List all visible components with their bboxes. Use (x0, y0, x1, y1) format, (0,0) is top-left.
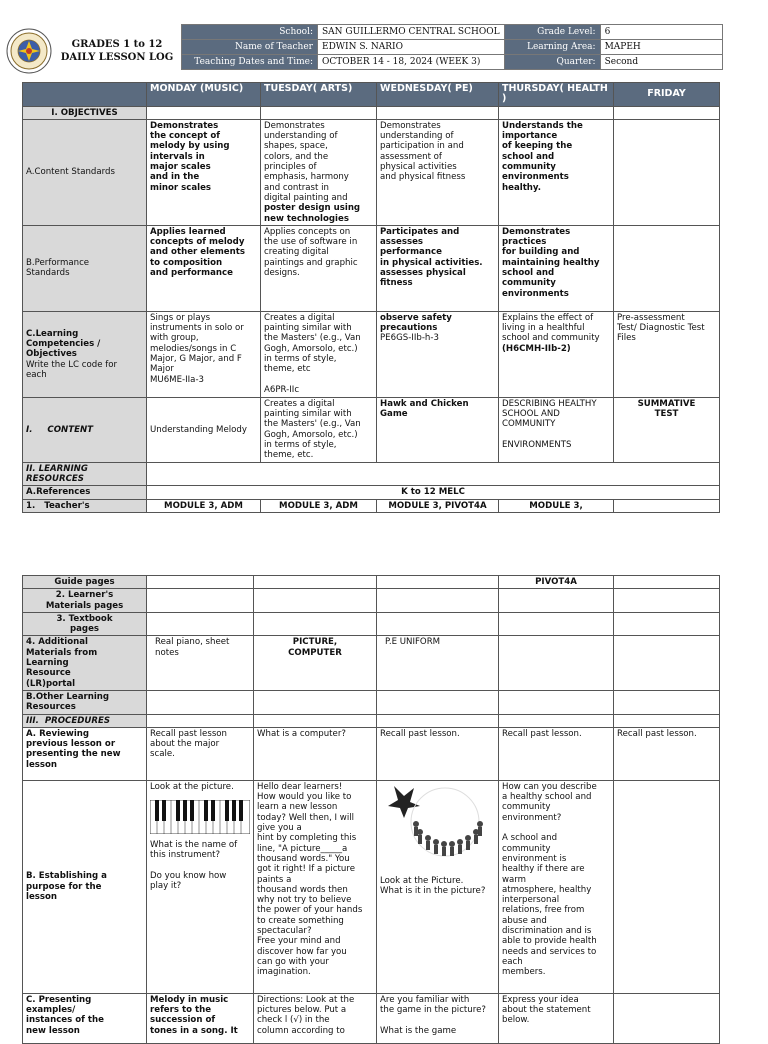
quarter-label: Quarter: (504, 55, 600, 70)
competencies-wednesday-title: observe safety precautions (380, 312, 452, 334)
competencies-label (23, 311, 147, 397)
lesson-log-table-bottom (22, 575, 720, 1044)
grade-label: Grade Level: (504, 25, 600, 40)
competencies-tuesday: Creates a digital painting similar with the Masters' (e.g., Van Gogh, Amorsolo, etc.) in terms of style, theme, etc A6PR-IIc (261, 311, 377, 397)
establishing-thursday: How can you describe a healthy school and community environment? A school and community environment is healthy if there are warm atmosphere, healthy interpersonal relations, free from abuse and discrimination and is able to provide health needs and services to each members. (499, 780, 614, 993)
presenting-thursday: Express your idea about the statement below. (499, 993, 614, 1043)
day-header-wednesday: WEDNESDAY( PE) (377, 83, 499, 107)
learning-resources-heading: II. LEARNING RESOURCES (23, 462, 147, 486)
additional-materials-monday: Real piano, sheet notes (147, 636, 254, 690)
competencies-friday: Pre-assessment Test/ Diagnostic Test Files (614, 311, 720, 397)
dates-label: Teaching Dates and Time: (182, 55, 318, 70)
area-value: MAPEH (600, 40, 722, 55)
performance-standards-monday: Applies learned concepts of melody and other elements to composition and performance (147, 225, 261, 311)
teachers-guide-monday: MODULE 3, ADM (147, 499, 261, 512)
content-friday: SUMMATIVE TEST (614, 397, 720, 462)
teacher-label: Name of Teacher (182, 40, 318, 55)
reviewing-wednesday: Recall past lesson. (377, 727, 499, 780)
reviewing-thursday: Recall past lesson. (499, 727, 614, 780)
establishing-wednesday-text: Look at the Picture. What is it in the picture? (380, 875, 486, 897)
header-meta-table (181, 24, 723, 70)
competencies-thursday-code: (H6CMH-IIb-2) (502, 343, 571, 354)
teachers-guide-tuesday: MODULE 3, ADM (261, 499, 377, 512)
reviewing-label: A. Reviewing previous lesson or presenting the new lesson (23, 727, 147, 780)
content-standards-thursday: Understands the importance of keeping the school and community environments healthy. (499, 119, 614, 225)
reviewing-monday: Recall past lesson about the major scale. (147, 727, 254, 780)
day-header-friday: FRIDAY (614, 83, 720, 107)
competencies-thursday-text: Explains the effect of living in a healthful school and community (502, 312, 600, 344)
procedures-heading: III. PROCEDURES (23, 714, 147, 727)
teachers-guide-thursday: MODULE 3, (499, 499, 614, 512)
establishing-label: B. Establishing a purpose for the lesson (23, 780, 147, 993)
piano-keyboard-image (150, 800, 250, 834)
day-header-tuesday: TUESDAY( ARTS) (261, 83, 377, 107)
school-value: SAN GUILLERMO CENTRAL SCHOOL (318, 25, 505, 40)
day-header-monday: MONDAY (MUSIC) (147, 83, 261, 107)
content-label: I. CONTENT (23, 397, 147, 462)
dates-value: OCTOBER 14 - 18, 2024 (WEEK 3) (318, 55, 505, 70)
content-monday: Understanding Melody (147, 397, 261, 462)
establishing-tuesday: Hello dear learners! How would you like to learn a new lesson today? Well then, I will give you a hint by completing this line, "A picture_____a thousand words." You got it right! If a picture paints a thousand words then why not try to believe the power of your hands to create something spectacular? Free your mind and discover how far you can go with your imagination. (254, 780, 377, 993)
content-thursday: DESCRIBING HEALTHY SCHOOL AND COMMUNITY ENVIRONMENTS (499, 397, 614, 462)
presenting-tuesday: Directions: Look at the pictures below. Put a check l (√) in the column according to (254, 993, 377, 1043)
document-title (54, 38, 180, 64)
presenting-wednesday: Are you familiar with the game in the picture? What is the game (377, 993, 499, 1043)
quarter-value: Second (600, 55, 722, 70)
competencies-title: C.Learning Competencies / Objectives (26, 328, 101, 360)
content-standards-friday (614, 119, 720, 225)
content-standards-label: A.Content Standards (23, 119, 147, 225)
objectives-heading: I. OBJECTIVES (23, 106, 147, 119)
content-standards-tuesday (261, 119, 377, 225)
additional-materials-label: 4. Additional Materials from Learning Resource (LR)portal (23, 636, 147, 690)
grade-value: 6 (600, 25, 722, 40)
presenting-monday: Melody in music refers to the succession of tones in a song. It (147, 993, 254, 1043)
deped-seal-icon (6, 28, 52, 74)
content-wednesday: Hawk and Chicken Game (377, 397, 499, 462)
performance-standards-label: B.Performance Standards (23, 225, 147, 311)
content-standards-tuesday-text: Demonstrates understanding of shapes, space, colors, and the principles of emphasis, harmony and contrast in digital painting and (264, 120, 349, 203)
performance-standards-friday (614, 225, 720, 311)
presenting-label: C. Presenting examples/ instances of the new lesson (23, 993, 147, 1043)
performance-standards-thursday: Demonstrates practices for building and maintaining healthy school and community environments (499, 225, 614, 311)
establishing-wednesday (377, 780, 499, 993)
lesson-log-table-top (22, 82, 720, 513)
guide-pages-label: Guide pages (23, 576, 147, 589)
teachers-guide-label: 1. Teacher's (23, 499, 147, 512)
textbook-pages-label: 3. Textbook pages (23, 612, 147, 636)
references-value: K to 12 MELC (147, 486, 720, 499)
other-resources-label: B.Other Learning Resources (23, 690, 147, 714)
references-label: A.References (23, 486, 147, 499)
content-tuesday: Creates a digital painting similar with the Masters' (e.g., Van Gogh, Amorsolo, etc.) in terms of style, theme, etc. (261, 397, 377, 462)
competencies-wednesday-code: PE6GS-IIb-h-3 (380, 333, 439, 344)
content-standards-tuesday-bold: poster design using new technologies (264, 203, 361, 224)
hawk-and-chicken-game-image (380, 782, 498, 872)
competencies-subtitle: Write the LC code for each (26, 359, 118, 380)
day-header-thursday: THURSDAY( HEALTH ) (499, 83, 614, 107)
content-standards-monday: Demonstrates the concept of melody by using intervals in major scales and in the minor scales (147, 119, 261, 225)
reviewing-friday: Recall past lesson. (614, 727, 720, 780)
competencies-thursday (499, 311, 614, 397)
learners-materials-label: 2. Learner's Materials pages (23, 589, 147, 613)
title-line-1: GRADES 1 to 12 (71, 39, 163, 50)
guide-pages-thursday: PIVOT4A (499, 576, 614, 589)
content-standards-wednesday: Demonstrates understanding of participation in and assessment of physical activities and physical fitness (377, 119, 499, 225)
title-line-2: DAILY LESSON LOG (60, 52, 174, 63)
additional-materials-tuesday: PICTURE, COMPUTER (254, 636, 377, 690)
competencies-monday: Sings or plays instruments in solo or with group, melodies/songs in C Major, G Major, and F Major MU6ME-IIa-3 (147, 311, 261, 397)
area-label: Learning Area: (504, 40, 600, 55)
additional-materials-wednesday: P.E UNIFORM (377, 636, 499, 690)
school-label: School: (182, 25, 318, 40)
performance-standards-wednesday: Participates and assesses performance in physical activities. assesses physical fitness (377, 225, 499, 311)
establishing-monday (147, 780, 254, 993)
teachers-guide-wednesday: MODULE 3, PIVOT4A (377, 499, 499, 512)
competencies-wednesday (377, 311, 499, 397)
establishing-monday-questions: What is the name of this instrument? Do you know how play it? (150, 840, 238, 892)
header-blank-cell (23, 83, 147, 107)
reviewing-tuesday: What is a computer? (254, 727, 377, 780)
teacher-value: EDWIN S. NARIO (318, 40, 505, 55)
establishing-monday-prompt: Look at the picture. (150, 781, 234, 792)
performance-standards-tuesday: Applies concepts on the use of software in creating digital paintings and graphic designs. (261, 225, 377, 311)
